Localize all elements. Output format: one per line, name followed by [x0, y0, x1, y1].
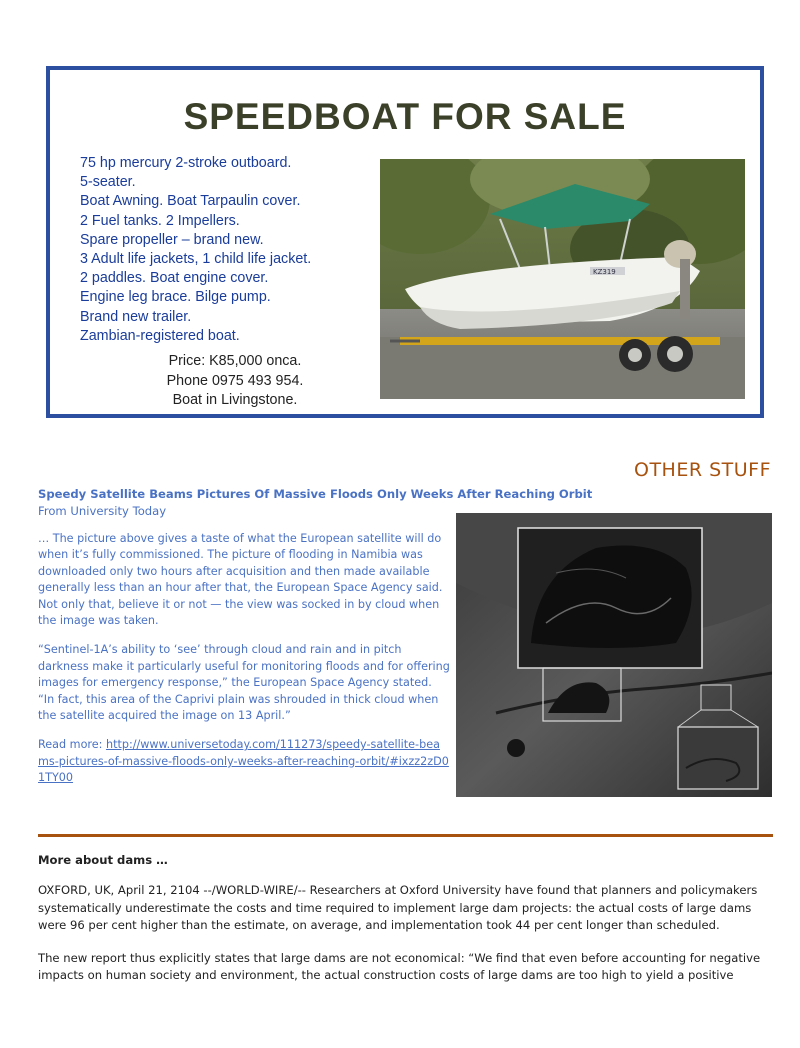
- ad-location: Boat in Livingstone.: [172, 392, 298, 408]
- dams-heading: More about dams …: [38, 853, 168, 867]
- satellite-article: [38, 487, 593, 787]
- read-more: [38, 737, 450, 786]
- read-more-label: Read more:: [38, 738, 106, 752]
- ad-feature-list: [80, 154, 311, 346]
- ad-contact: [150, 352, 320, 411]
- speedboat-photo: [380, 159, 745, 399]
- article-title: Speedy Satellite Beams Pictures Of Massive Floods Only Weeks After Reaching Orbit: [38, 487, 593, 501]
- boat-registration: KZ319: [593, 268, 616, 276]
- ad-feature: Zambian-registered boat.: [80, 327, 240, 344]
- section-heading: OTHER STUFF: [634, 459, 772, 481]
- article-paragraph: “Sentinel-1A’s ability to ‘see’ through cloud and rain and in pitch darkness make it particularly useful for monitoring floods and for offering images for emergency response,” the European Space Agency stated. “In fact, this area of the Caprivi plain was shrouded in thick cloud when the satellite acquired the image on 13 April.”: [38, 643, 450, 723]
- ad-feature: 5-seater.: [80, 174, 136, 191]
- ad-phone: Phone 0975 493 954.: [166, 372, 304, 389]
- dams-paragraph: The new report thus explicitly states that large dams are not economical: “We find that even before accounting for negative impacts on human society and environment, the actual construction costs of large dams are too high to yield a positive: [38, 950, 761, 983]
- dams-section: [38, 853, 778, 985]
- article-paragraph: … The picture above gives a taste of what the European satellite will do when it’s fully commissioned. The picture of flooding in Namibia was downloaded only two hours after acquisition and then made available generally less than an hour after that, the European Space Agency said. Not only that, believe it or not — the view was socked in by cloud when the image was taken.: [38, 532, 443, 628]
- ad-feature: 2 paddles. Boat engine cover.: [80, 270, 269, 287]
- satellite-flood-image: [456, 513, 772, 797]
- section-divider: [38, 834, 773, 837]
- ad-feature: 3 Adult life jackets, 1 child life jacket.: [80, 251, 312, 268]
- ad-feature: Engine leg brace. Bilge pump.: [80, 289, 271, 306]
- ad-feature: Spare propeller – brand new.: [80, 231, 264, 248]
- ad-title: SPEEDBOAT FOR SALE: [183, 96, 627, 137]
- dams-paragraph: OXFORD, UK, April 21, 2104 --/WORLD-WIRE/-- Researchers at Oxford University have found that planners and policymakers systematically underestimate the costs and time required to implement large dam projects: the actual costs of large dams were 96 per cent higher than the estimate, on average, and implementation took 44 per cent longer than scheduled.: [38, 883, 758, 933]
- article-source: From University Today: [38, 504, 167, 518]
- ad-feature: 75 hp mercury 2-stroke outboard.: [80, 155, 292, 171]
- ad-feature: Brand new trailer.: [80, 308, 192, 325]
- ad-price: Price: K85,000 onca.: [168, 353, 302, 369]
- speedboat-ad: [46, 66, 764, 418]
- ad-feature: 2 Fuel tanks. 2 Impellers.: [80, 212, 240, 229]
- ad-feature: Boat Awning. Boat Tarpaulin cover.: [80, 193, 301, 210]
- read-more-link[interactable]: http://www.universetoday.com/111273/speedy-satellite-beams-pictures-of-massive-floods-only-weeks-after-reaching-orbit/#ixzz2zD01TY00: [38, 738, 449, 785]
